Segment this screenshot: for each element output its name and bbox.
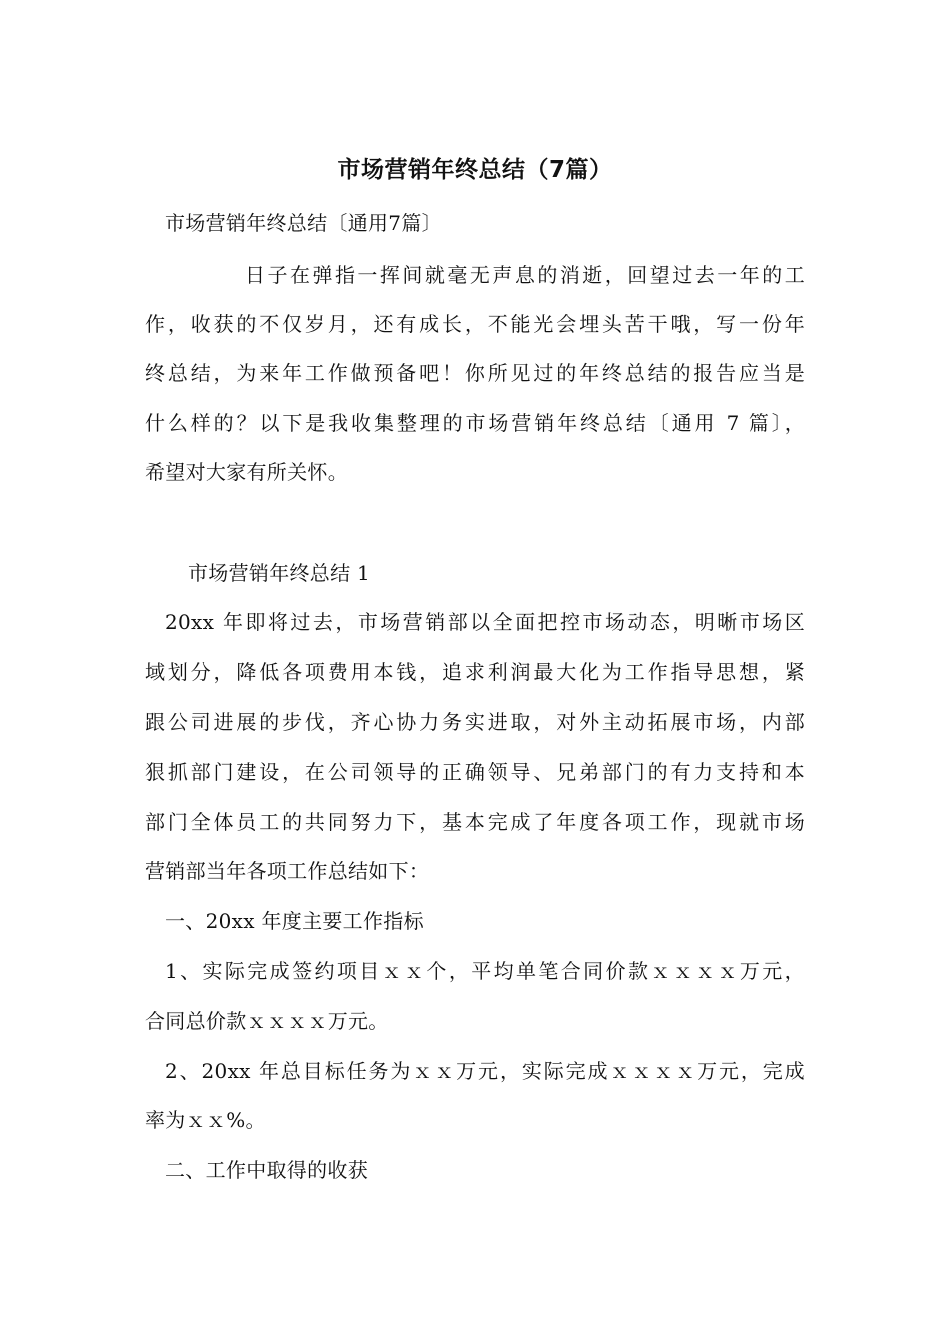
item1-line-2: 合同总价款ｘｘｘｘ万元。	[145, 1009, 389, 1033]
heading-one: 一、20xx 年度主要工作指标	[165, 909, 424, 933]
section1-line-6: 营销部当年各项工作总结如下：	[145, 859, 430, 883]
section1-line-5: 部门全体员工的共同努力下，基本完成了年度各项工作，现就市场	[145, 810, 805, 834]
page-title: 市场营销年终总结（7篇）	[337, 157, 613, 183]
item2-line-1: 2、20xx 年总目标任务为ｘｘ万元，实际完成ｘｘｘｘ万元，完成	[165, 1059, 805, 1083]
intro-line-4: 什么样的？以下是我收集整理的市场营销年终总结〔通用 7 篇〕，	[145, 411, 805, 435]
intro-line-3: 终总结，为来年工作做预备吧！你所见过的年终总结的报告应当是	[145, 361, 805, 385]
document-subtitle: 市场营销年终总结〔通用7篇〕	[165, 211, 442, 235]
section1-line-1: 20xx 年即将过去，市场营销部以全面把控市场动态，明晰市场区	[165, 610, 805, 634]
intro-line-5: 希望对大家有所关怀。	[145, 460, 348, 484]
section-heading-1: 市场营销年终总结 1	[188, 561, 371, 585]
intro-line-2: 作，收获的不仅岁月，还有成长，不能光会埋头苦干哦，写一份年	[145, 312, 805, 336]
intro-line-1: 日子在弹指一挥间就毫无声息的消逝，回望过去一年的工	[245, 263, 805, 287]
section1-line-3: 跟公司进展的步伐，齐心协力务实进取，对外主动拓展市场，内部	[145, 710, 805, 734]
item2-line-2: 率为ｘｘ%。	[145, 1108, 266, 1132]
heading-two: 二、工作中取得的收获	[165, 1158, 368, 1182]
section1-line-4: 狠抓部门建设，在公司领导的正确领导、兄弟部门的有力支持和本	[145, 760, 805, 784]
section1-line-2: 域划分，降低各项费用本钱，追求利润最大化为工作指导思想，紧	[145, 660, 805, 684]
item1-line-1: 1、实际完成签约项目ｘｘ个，平均单笔合同价款ｘｘｘｘ万元，	[165, 959, 805, 983]
